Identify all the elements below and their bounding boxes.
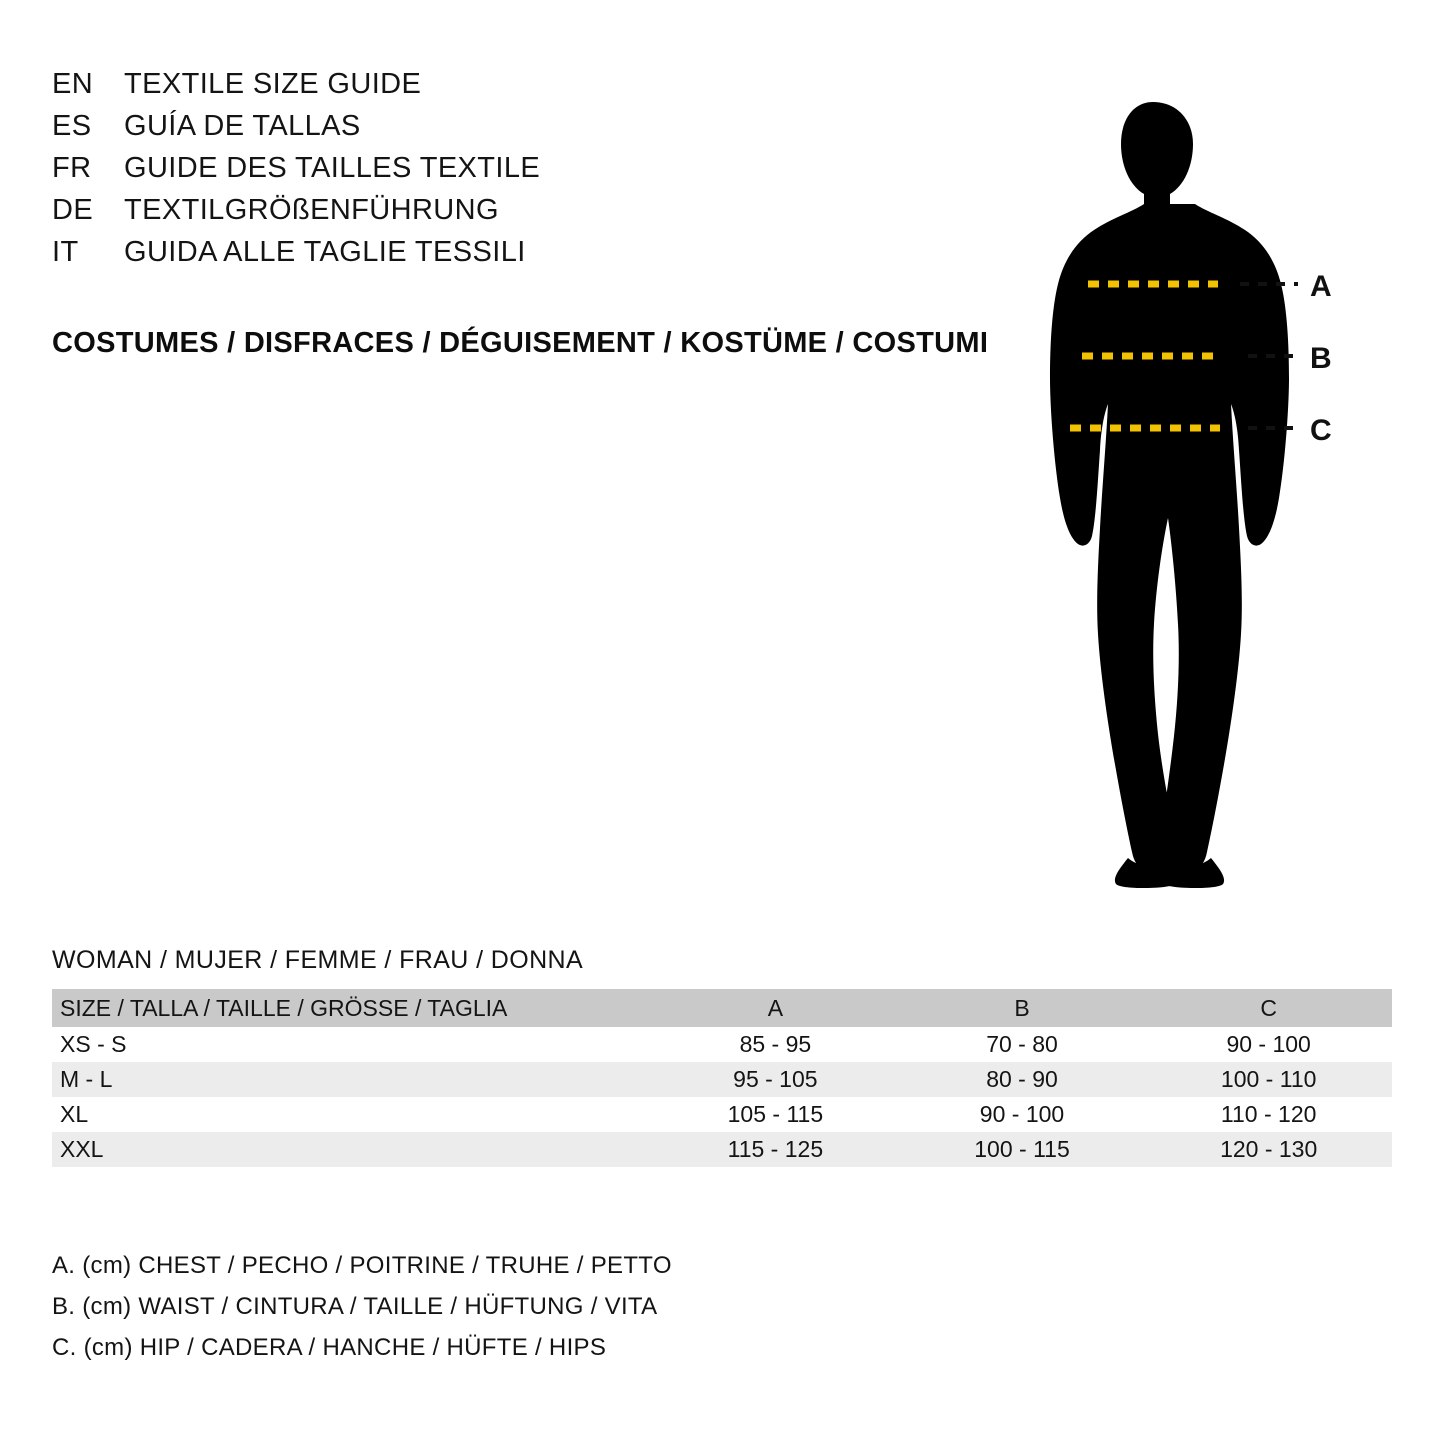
table-header-c: C — [1145, 989, 1392, 1027]
cell-a: 85 - 95 — [739, 1031, 812, 1057]
language-row-de — [52, 194, 1012, 236]
language-row-es — [52, 110, 1012, 152]
language-code-en: EN — [52, 68, 94, 100]
language-text-de: TEXTILGRÖßENFÜHRUNG — [124, 194, 499, 226]
table-row — [52, 1097, 1392, 1132]
cell-size: XL — [60, 1101, 89, 1127]
cell-size: XXL — [52, 1132, 652, 1167]
silhouette-shape — [1050, 102, 1289, 888]
language-row-fr — [52, 152, 1012, 194]
language-code-de: DE — [52, 194, 94, 226]
table-caption: WOMAN / MUJER / FEMME / FRAU / DONNA — [52, 946, 584, 974]
cell-size: XS - S — [60, 1031, 127, 1057]
measure-label-b: B — [1310, 342, 1332, 375]
language-code-es: ES — [52, 110, 92, 142]
cell-c: 120 - 130 — [1145, 1132, 1392, 1167]
cell-b: 80 - 90 — [899, 1062, 1146, 1097]
table-header-a: A — [652, 989, 899, 1027]
language-code-it: IT — [52, 236, 79, 268]
table-header-b: B — [899, 989, 1146, 1027]
table-row — [52, 1027, 1392, 1062]
cell-a: 105 - 115 — [727, 1101, 824, 1127]
cell-a: 95 - 105 — [652, 1062, 899, 1097]
cell-c: 110 - 120 — [1220, 1101, 1317, 1127]
cell-size: M - L — [52, 1062, 652, 1097]
table-header-size: SIZE / TALLA / TAILLE / GRÖSSE / TAGLIA — [52, 989, 652, 1027]
cell-c: 90 - 100 — [1226, 1031, 1311, 1057]
category-title: COSTUMES / DISFRACES / DÉGUISEMENT / KOSTÜME / COSTUMI — [52, 327, 989, 359]
table-row — [52, 1062, 1392, 1097]
language-text-en: TEXTILE SIZE GUIDE — [124, 68, 422, 100]
woman-silhouette-figure — [1020, 58, 1400, 888]
size-table — [52, 989, 1392, 1167]
legend-line-b: B. (cm) WAIST / CINTURA / TAILLE / HÜFTUNG / VITA — [52, 1293, 658, 1320]
table-row — [52, 1132, 1392, 1167]
language-row-en — [52, 68, 1012, 110]
language-code-fr: FR — [52, 152, 92, 184]
size-table-section — [52, 946, 1392, 1167]
language-list — [52, 68, 1012, 278]
cell-b: 70 - 80 — [986, 1031, 1058, 1057]
language-text-it: GUIDA ALLE TAGLIE TESSILI — [124, 236, 526, 268]
cell-b: 100 - 115 — [899, 1132, 1146, 1167]
language-text-es: GUÍA DE TALLAS — [124, 110, 361, 142]
language-text-fr: GUIDE DES TAILLES TEXTILE — [124, 152, 541, 184]
measurement-legend — [52, 1245, 672, 1368]
language-row-it — [52, 236, 1012, 278]
legend-line-c: C. (cm) HIP / CADERA / HANCHE / HÜFTE / HIPS — [52, 1334, 607, 1361]
cell-a: 115 - 125 — [652, 1132, 899, 1167]
legend-line-a: A. (cm) CHEST / PECHO / POITRINE / TRUHE / PETTO — [52, 1252, 672, 1279]
cell-c: 100 - 110 — [1145, 1062, 1392, 1097]
table-header-row — [52, 989, 1392, 1027]
measure-label-c: C — [1310, 414, 1332, 447]
cell-b: 90 - 100 — [979, 1101, 1065, 1127]
measure-label-a: A — [1310, 270, 1332, 303]
